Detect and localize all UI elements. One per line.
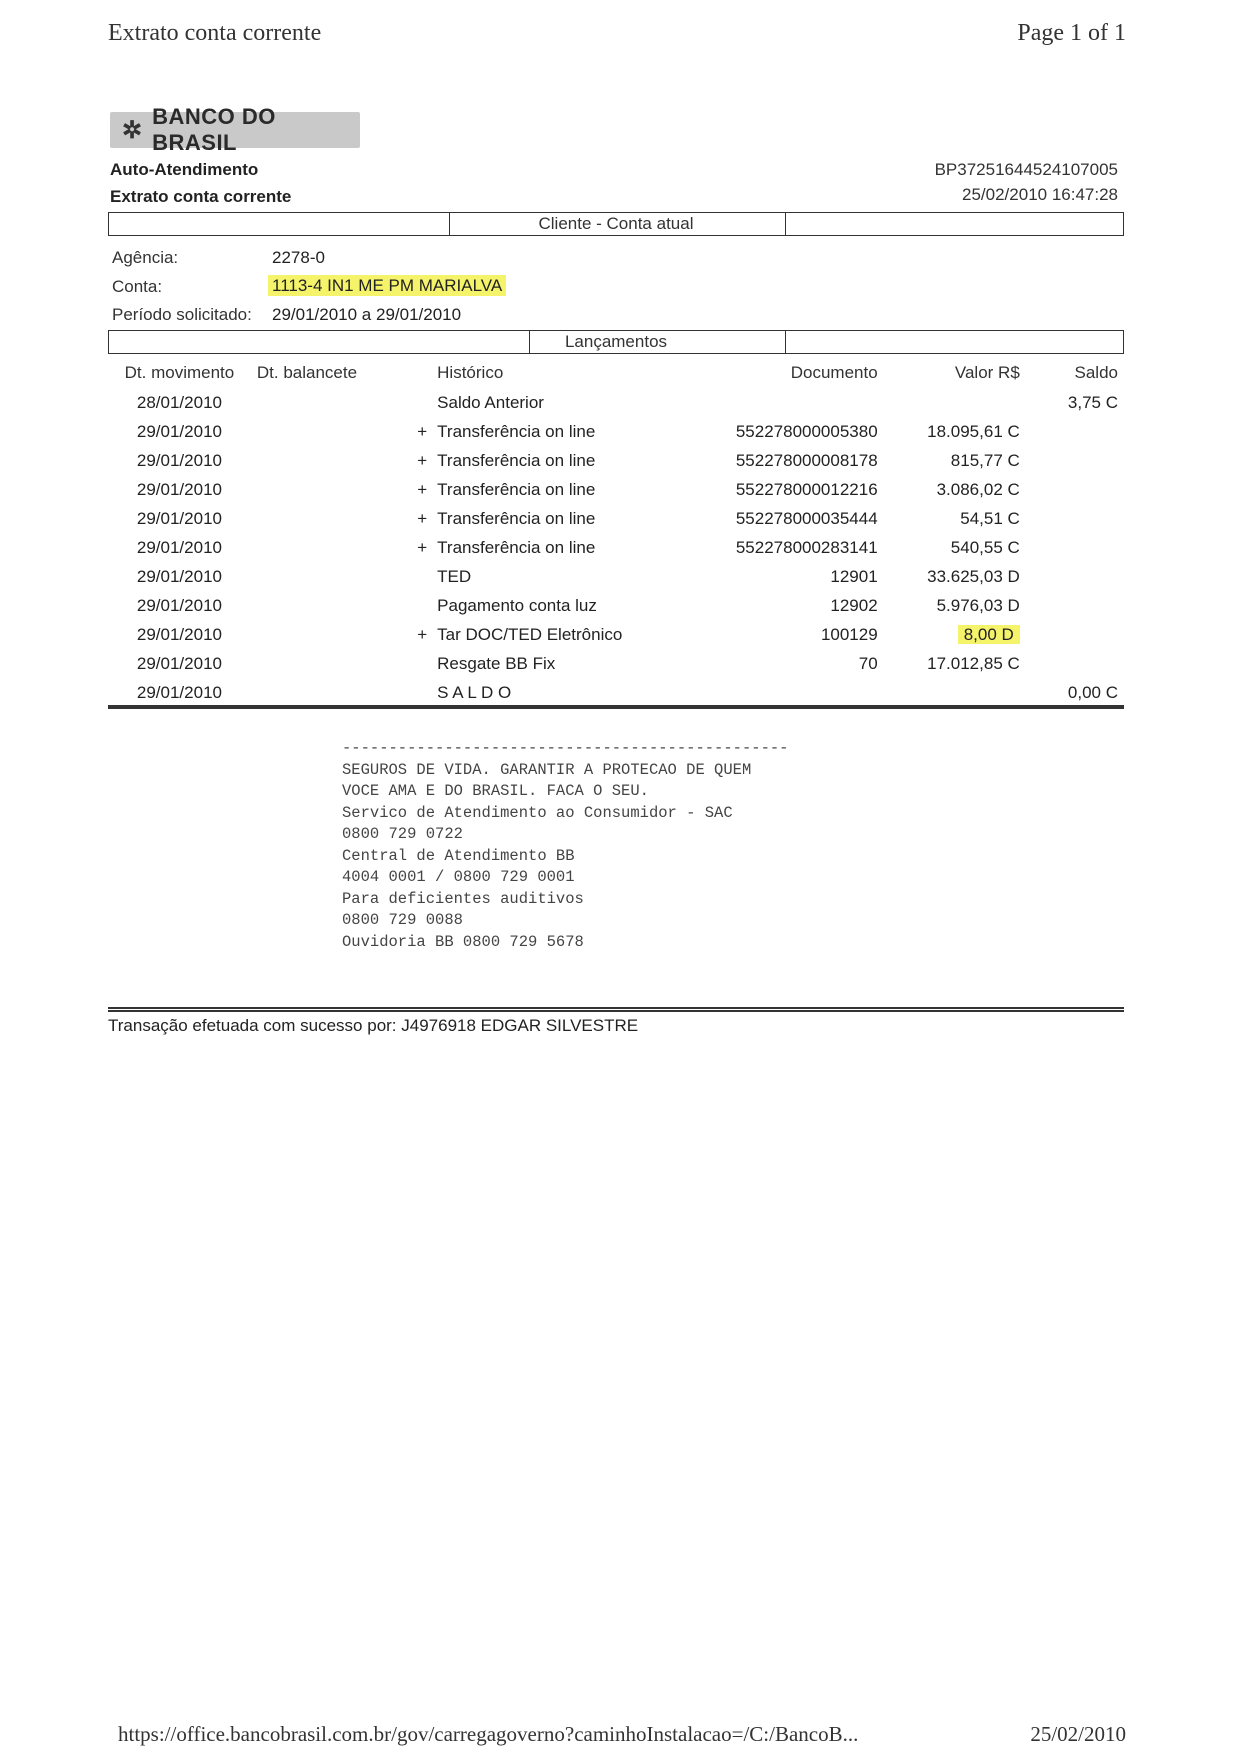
transaction-confirmation: Transação efetuada com sucesso por: J4976918 EDGAR SILVESTRE	[108, 1016, 639, 1035]
cell-historico: Transferência on line	[437, 479, 596, 499]
cell-sign: +	[417, 450, 428, 470]
cell-saldo	[1026, 417, 1124, 446]
ad-line: Servico de Atendimento ao Consumidor - SAC	[342, 803, 733, 822]
col-documento: Documento	[790, 363, 878, 382]
service-name: Auto-Atendimento	[110, 160, 259, 179]
transactions-table	[108, 358, 1124, 707]
table-bottom-rule	[108, 705, 1124, 709]
cell-valor: 3.086,02 C	[936, 479, 1020, 499]
cell-valor	[884, 678, 1026, 707]
cell-saldo	[1026, 533, 1124, 562]
cell-sign	[393, 649, 431, 678]
ad-line: 0800 729 0722	[342, 825, 463, 843]
cell-sign: +	[417, 421, 428, 441]
cell-documento: 552278000005380	[735, 421, 878, 441]
cell-dt-balancete	[251, 591, 393, 620]
cell-documento: 552278000012216	[735, 479, 878, 499]
banco-do-brasil-mark-icon: ✲	[122, 116, 143, 144]
cell-dt-movimento: 28/01/2010	[136, 392, 222, 412]
ad-line: Central de Atendimento BB	[342, 846, 575, 865]
cell-dt-movimento: 29/01/2010	[136, 624, 222, 644]
cell-documento: 552278000008178	[735, 450, 878, 470]
bank-logo	[110, 104, 360, 155]
lancamentos-section-header	[108, 330, 1124, 354]
cell-valor: 17.012,85 C	[927, 653, 1020, 673]
document-title: Extrato conta corrente	[110, 187, 292, 206]
statement-datetime: 25/02/2010 16:47:28	[962, 185, 1118, 204]
cell-saldo	[1026, 475, 1124, 504]
lancamentos-section-title: Lançamentos	[564, 332, 668, 351]
cell-dt-balancete	[251, 649, 393, 678]
cell-dt-balancete	[251, 533, 393, 562]
cell-dt-balancete	[251, 417, 393, 446]
cell-saldo	[1026, 591, 1124, 620]
table-row	[108, 649, 1124, 678]
cell-historico: Transferência on line	[437, 537, 596, 557]
cell-historico: Transferência on line	[437, 421, 596, 441]
periodo-value: 29/01/2010 a 29/01/2010	[272, 305, 462, 324]
print-date: 25/02/2010	[1030, 1722, 1126, 1746]
cell-documento: 12902	[830, 595, 878, 615]
cell-saldo	[1026, 562, 1124, 591]
col-dt-balancete: Dt. balancete	[256, 363, 358, 382]
table-row	[108, 562, 1124, 591]
ad-line: Para deficientes auditivos	[342, 889, 584, 908]
cell-sign	[393, 388, 431, 417]
cell-dt-movimento: 29/01/2010	[136, 537, 222, 557]
cell-historico: Saldo Anterior	[437, 392, 544, 412]
table-row	[108, 533, 1124, 562]
cell-valor-highlighted: 8,00 D	[958, 625, 1020, 644]
bank-logo-text: BANCO DO BRASIL	[152, 104, 276, 155]
cell-historico: Transferência on line	[437, 508, 596, 528]
cell-valor: 540,55 C	[950, 537, 1020, 557]
cell-valor: 815,77 C	[950, 450, 1020, 470]
ad-line: VOCE AMA E DO BRASIL. FACA O SEU.	[342, 782, 649, 800]
cell-documento: 12901	[830, 566, 878, 586]
cell-saldo	[1026, 504, 1124, 533]
cell-valor: 33.625,03 D	[927, 566, 1020, 586]
cell-dt-movimento: 29/01/2010	[136, 421, 222, 441]
cell-documento: 552278000283141	[735, 537, 878, 557]
cell-historico: TED	[437, 566, 472, 586]
table-row	[108, 417, 1124, 446]
conta-label: Conta:	[112, 277, 163, 296]
table-row	[108, 591, 1124, 620]
col-sign	[393, 358, 431, 388]
cell-sign	[393, 591, 431, 620]
client-section-title: Cliente - Conta atual	[538, 214, 694, 233]
cell-dt-movimento: 29/01/2010	[136, 595, 222, 615]
cell-documento: 70	[858, 653, 878, 673]
cell-historico: Tar DOC/TED Eletrônico	[437, 624, 623, 644]
table-row	[108, 504, 1124, 533]
cell-sign: +	[417, 479, 428, 499]
cell-dt-balancete	[251, 475, 393, 504]
table-row	[108, 388, 1124, 417]
cell-saldo	[1026, 446, 1124, 475]
cell-dt-balancete	[251, 678, 393, 707]
cell-dt-balancete	[251, 562, 393, 591]
cell-historico: S A L D O	[437, 682, 512, 702]
table-row	[108, 620, 1124, 649]
cell-sign	[393, 678, 431, 707]
cell-saldo	[1026, 620, 1124, 649]
col-valor: Valor R$	[954, 363, 1020, 382]
ad-contact-block	[342, 738, 788, 953]
transactions-header-row	[108, 358, 1124, 388]
col-historico: Histórico	[437, 363, 504, 382]
cell-historico: Pagamento conta luz	[437, 595, 597, 615]
cell-saldo: 0,00 C	[1067, 682, 1118, 702]
cell-dt-movimento: 29/01/2010	[136, 479, 222, 499]
conta-value	[268, 276, 506, 296]
cell-documento: 552278000035444	[735, 508, 878, 528]
agencia-label: Agência:	[112, 248, 179, 267]
print-url: https://office.bancobrasil.com.br/gov/carregagoverno?caminhoInstalacao=/C:/BancoB...	[118, 1722, 859, 1746]
cell-valor: 54,51 C	[960, 508, 1020, 528]
cell-documento	[681, 388, 884, 417]
cell-historico: Resgate BB Fix	[437, 653, 556, 673]
ad-line: 4004 0001 / 0800 729 0001	[342, 868, 575, 886]
client-section-header	[108, 212, 1124, 236]
cell-valor	[884, 388, 1026, 417]
cell-dt-movimento: 29/01/2010	[136, 508, 222, 528]
cell-sign: +	[417, 624, 428, 644]
print-page-title: Extrato conta corrente	[108, 20, 322, 46]
cell-documento	[681, 678, 884, 707]
ad-line: ------------------------------------------------	[342, 739, 789, 757]
ad-line: SEGUROS DE VIDA. GARANTIR A PROTECAO DE QUEM	[342, 760, 752, 779]
cell-saldo: 3,75 C	[1067, 392, 1118, 412]
cell-dt-movimento: 29/01/2010	[136, 682, 222, 702]
ad-line: 0800 729 0088	[342, 911, 463, 929]
ad-line: Ouvidoria BB 0800 729 5678	[342, 932, 584, 951]
periodo-label: Período solicitado:	[112, 305, 252, 324]
cell-dt-movimento: 29/01/2010	[136, 450, 222, 470]
cell-dt-balancete	[251, 620, 393, 649]
cell-dt-balancete	[251, 388, 393, 417]
conta-value-highlighted: 1113-4 IN1 ME PM MARIALVA	[268, 275, 506, 296]
table-row	[108, 475, 1124, 504]
cell-dt-balancete	[251, 504, 393, 533]
cell-dt-balancete	[251, 446, 393, 475]
col-saldo: Saldo	[1074, 363, 1118, 382]
cell-sign: +	[417, 508, 428, 528]
cell-saldo	[1026, 649, 1124, 678]
agencia-value: 2278-0	[272, 248, 325, 267]
footer-rule	[108, 1007, 1124, 1012]
cell-dt-movimento: 29/01/2010	[136, 566, 222, 586]
print-page-count: Page 1 of 1	[1017, 20, 1126, 46]
protocol-number: BP37251644524107005	[934, 160, 1118, 179]
cell-documento: 100129	[820, 624, 878, 644]
cell-historico: Transferência on line	[437, 450, 596, 470]
table-row	[108, 446, 1124, 475]
cell-sign: +	[417, 537, 428, 557]
col-dt-movimento: Dt. movimento	[124, 363, 235, 382]
cell-valor: 18.095,61 C	[927, 421, 1020, 441]
table-row	[108, 678, 1124, 707]
cell-valor	[884, 620, 1026, 649]
cell-dt-movimento: 29/01/2010	[136, 653, 222, 673]
cell-sign	[393, 562, 431, 591]
cell-valor: 5.976,03 D	[936, 595, 1020, 615]
